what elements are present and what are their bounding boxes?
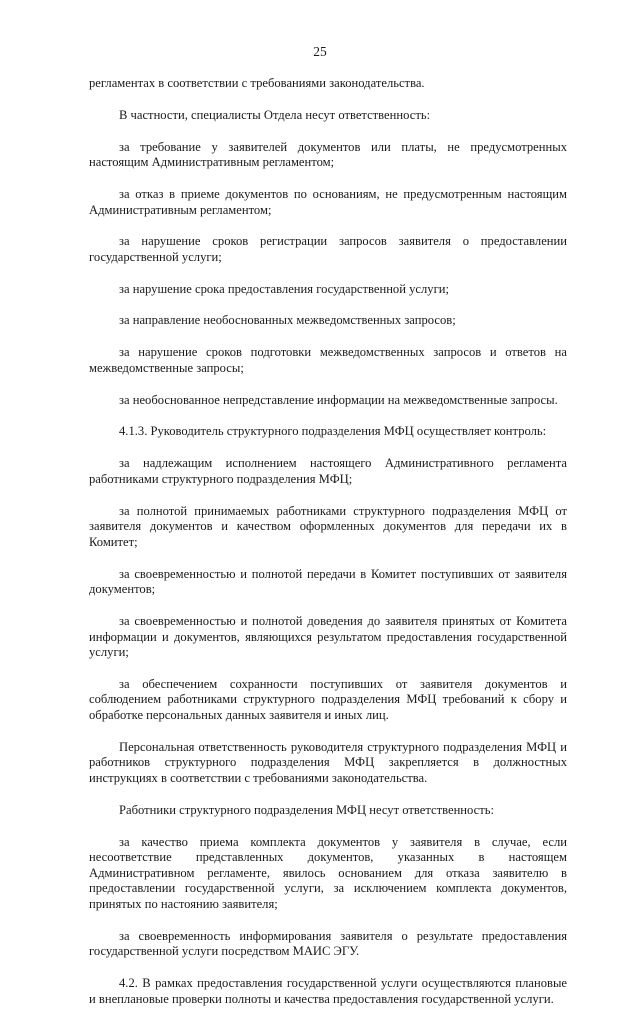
paragraph: за качество приема комплекта документов у заявителя в случае, если несоответствие представленных документов, указанных в настоящем Административном регламенте, явилось основанием для отказа заявителю в предоставлении государственной услуги, за исключением комплекта документов, принятых по настоянию заявителя; bbox=[89, 834, 567, 911]
paragraph: за необоснованное непредставление информации на межведомственные запросы. bbox=[119, 392, 558, 407]
paragraph: за своевременность информирования заявителя о результате предоставления государственной услуги посредством МАИС ЭГУ. bbox=[89, 928, 567, 959]
paragraph: за своевременностью и полнотой передачи в Комитет поступивших от заявителя документов; bbox=[89, 566, 567, 597]
paragraph: за нарушение сроков регистрации запросов заявителя о предоставлении государственной услуги; bbox=[89, 234, 567, 264]
document-body bbox=[89, 76, 567, 1024]
page-number: 25 bbox=[313, 44, 327, 59]
paragraph: за нарушение сроков подготовки межведомственных запросов и ответов на межведомственные запросы; bbox=[89, 345, 567, 375]
paragraph: за своевременностью и полнотой доведения до заявителя принятых от Комитета информации и документов, являющихся результатом предоставления государственной услуги; bbox=[89, 613, 567, 660]
paragraph: Работники структурного подразделения МФЦ несут ответственность: bbox=[119, 802, 494, 817]
paragraph: 4.2. В рамках предоставления государственной услуги осуществляются плановые и внеплановые проверки полноты и качества предоставления государственной услуги. bbox=[89, 976, 567, 1006]
paragraph: 4.1.3. Руководитель структурного подразделения МФЦ осуществляет контроль: bbox=[119, 424, 547, 439]
paragraph: за надлежащим исполнением настоящего Административного регламента работниками структурного подразделения МФЦ; bbox=[89, 456, 567, 486]
paragraph: за отказ в приеме документов по основаниям, не предусмотренным настоящим Административным регламентом; bbox=[89, 186, 567, 217]
paragraph: регламентах в соответствии с требованиями законодательства. bbox=[89, 76, 425, 90]
paragraph: за направление необоснованных межведомственных запросов; bbox=[119, 313, 456, 328]
paragraph: за нарушение срока предоставления государственной услуги; bbox=[119, 281, 449, 296]
paragraph: Персональная ответственность руководителя структурного подразделения МФЦ и работников структурного подразделения МФЦ закрепляется в должностных инструкциях в соответствии с требованиями законодательства. bbox=[89, 739, 567, 786]
paragraph: за полнотой принимаемых работниками структурного подразделения МФЦ от заявителя документов и качеством оформленных документов для передачи их в Комитет; bbox=[89, 503, 567, 549]
paragraph: В частности, специалисты Отдела несут ответственность: bbox=[119, 107, 431, 122]
paragraph: за обеспечением сохранности поступивших от заявителя документов и соблюдением работниками структурного подразделения МФЦ требований к сбору и обработке персональных данных заявителя и иных лиц. bbox=[89, 676, 567, 723]
paragraph: за требование у заявителей документов или платы, не предусмотренных настоящим Административным регламентом; bbox=[89, 139, 567, 170]
